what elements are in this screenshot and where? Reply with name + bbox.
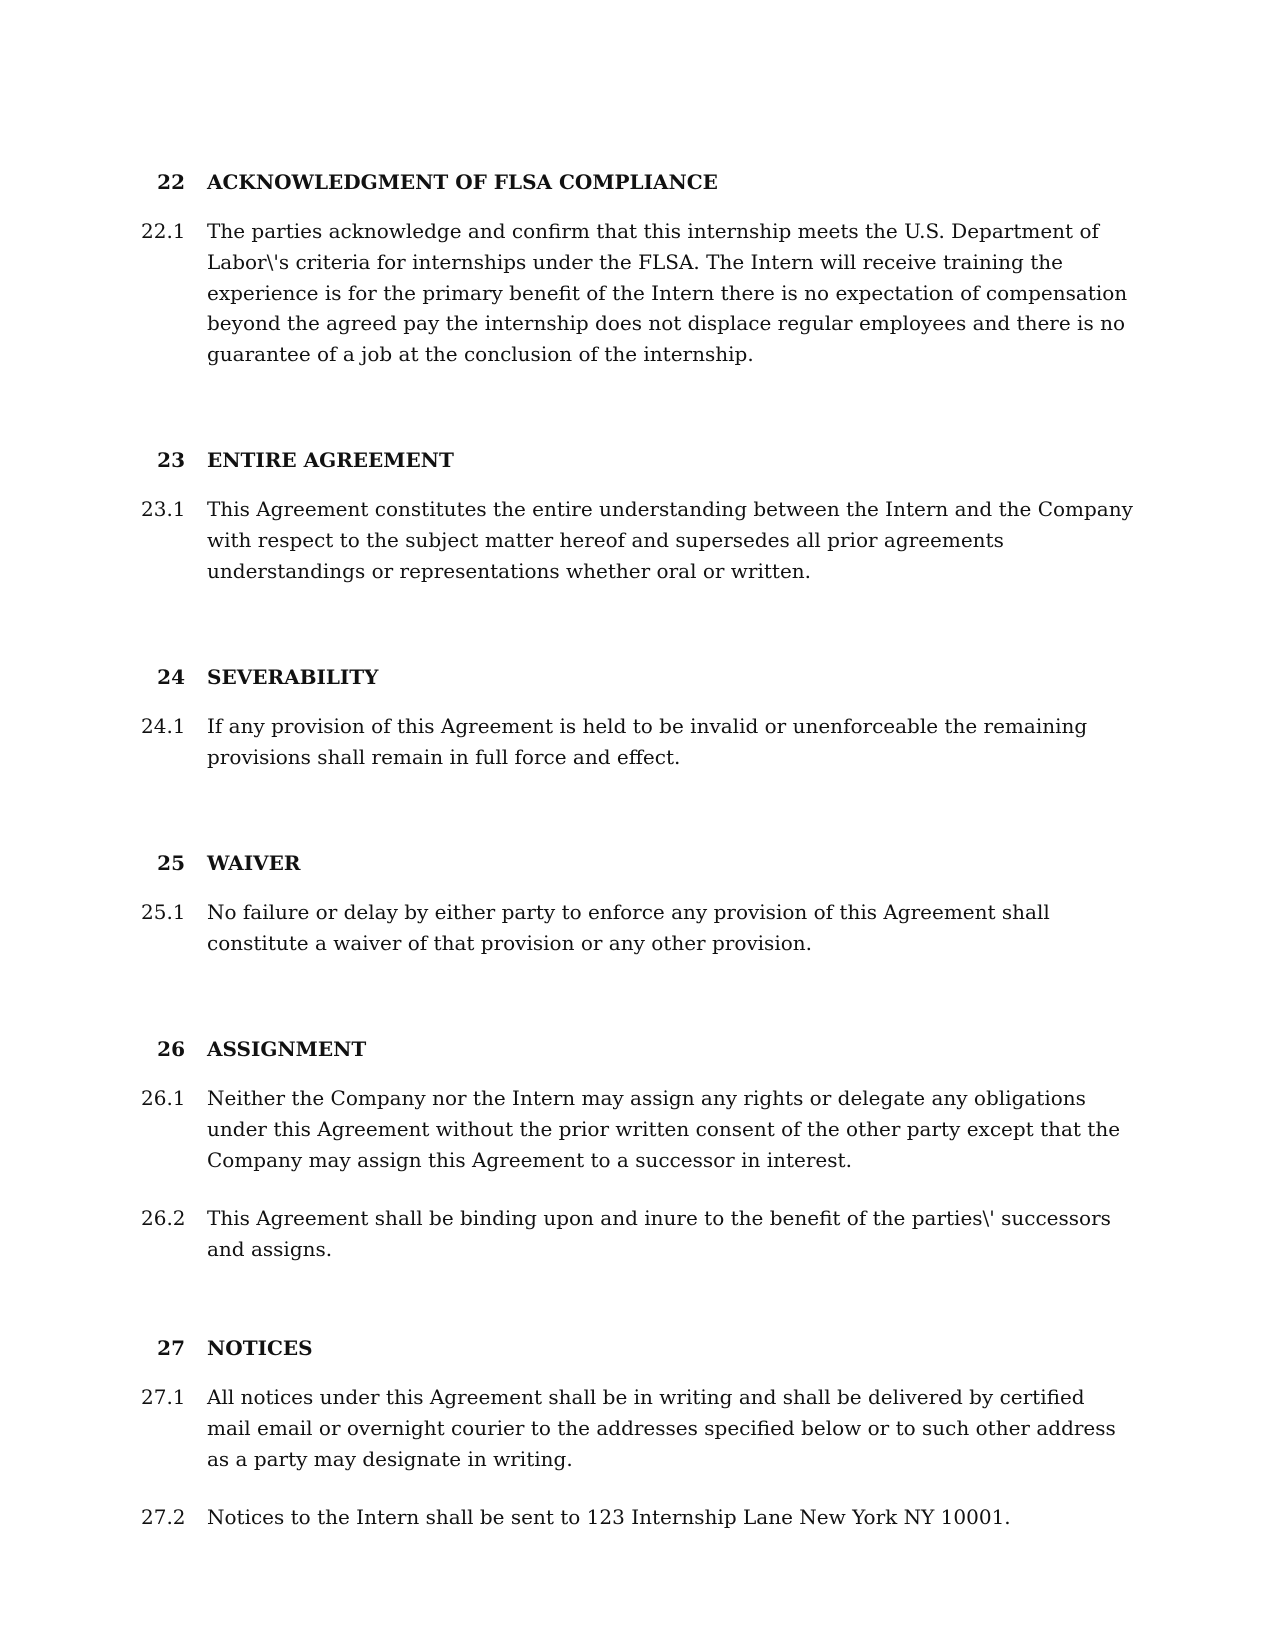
clause-text: The parties acknowledge and confirm that this internship meets the U.S. Department of Labor\'s criteria for internships under the FLSA. The Intern will receive training the experience is for the primary benefit of the Intern there is no expectation of compensation beyond the agreed pay the internship does not displace regular employees and there is no guarantee of a job at the conclusion of the internship. bbox=[207, 219, 1128, 367]
clause-number: 25.1 bbox=[141, 900, 186, 924]
section-number: 23 bbox=[157, 448, 185, 472]
section-number: 27 bbox=[157, 1336, 185, 1360]
section-title: ENTIRE AGREEMENT bbox=[207, 448, 454, 472]
clause-number: 24.1 bbox=[141, 714, 186, 738]
clause-number: 26.2 bbox=[141, 1206, 186, 1230]
section-number: 24 bbox=[157, 665, 185, 689]
clause-text: This Agreement constitutes the entire understanding between the Intern and the Company with respect to the subject matter hereof and supersedes all prior agreements understandings or representations whether oral or written. bbox=[207, 497, 1133, 583]
section-number: 22 bbox=[157, 170, 185, 194]
section-number: 25 bbox=[157, 851, 185, 875]
clause-number: 26.1 bbox=[141, 1086, 186, 1110]
clause-text: Notices to the Intern shall be sent to 123 Internship Lane New York NY 10001. bbox=[207, 1505, 1011, 1529]
clause-text: All notices under this Agreement shall be in writing and shall be delivered by certified mail email or overnight courier to the addresses specified below or to such other address as a party may designate in writing. bbox=[207, 1385, 1116, 1471]
clause-number: 22.1 bbox=[141, 219, 186, 243]
section-title: WAIVER bbox=[207, 851, 301, 875]
section-title: ACKNOWLEDGMENT OF FLSA COMPLIANCE bbox=[207, 170, 718, 194]
section-number: 26 bbox=[157, 1037, 185, 1061]
clause-number: 23.1 bbox=[141, 497, 186, 521]
clause-text: If any provision of this Agreement is held to be invalid or unenforceable the remaining provisions shall remain in full force and effect. bbox=[207, 714, 1088, 769]
section-title: NOTICES bbox=[207, 1336, 313, 1360]
clause-number: 27.2 bbox=[141, 1505, 186, 1529]
clause-text: Neither the Company nor the Intern may assign any rights or delegate any obligations under this Agreement without the prior written consent of the other party except that the Company may assign this Agreement to a successor in interest. bbox=[207, 1086, 1121, 1172]
clause-text: No failure or delay by either party to enforce any provision of this Agreement shall constitute a waiver of that provision or any other provision. bbox=[207, 900, 1050, 955]
clause-text: This Agreement shall be binding upon and inure to the benefit of the parties\' successors and assigns. bbox=[207, 1206, 1111, 1261]
section-title: SEVERABILITY bbox=[207, 665, 379, 689]
section-title: ASSIGNMENT bbox=[207, 1037, 367, 1061]
clause-number: 27.1 bbox=[141, 1385, 186, 1409]
